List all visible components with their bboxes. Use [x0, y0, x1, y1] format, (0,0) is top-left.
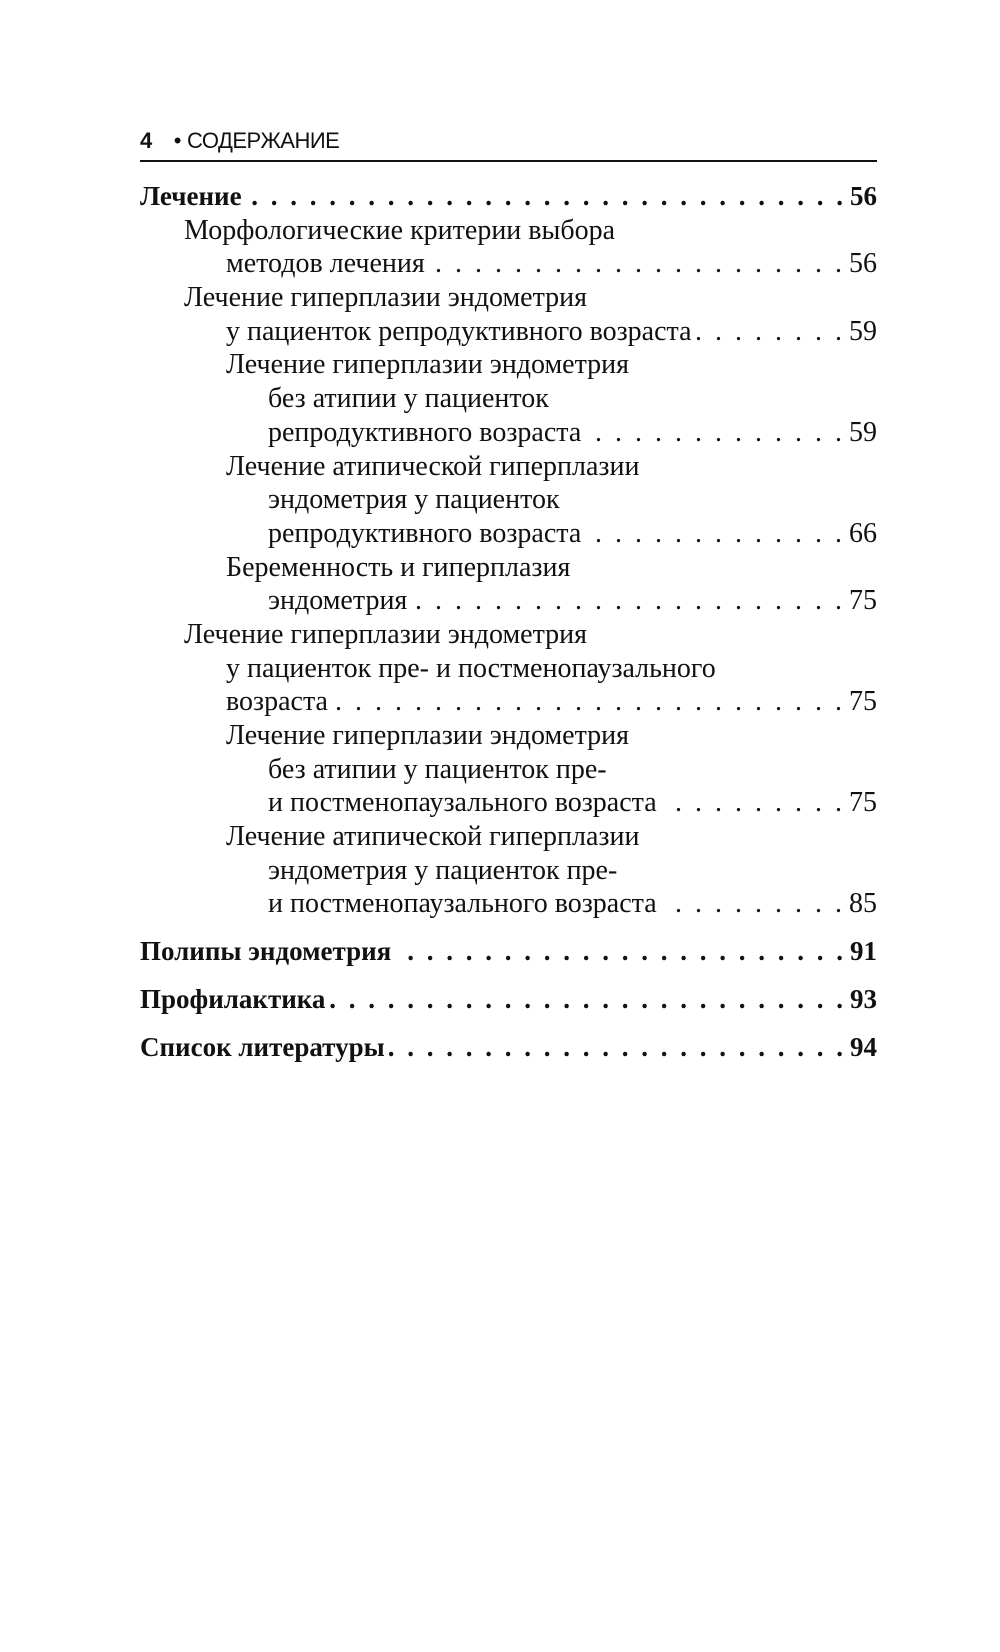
toc-line — [140, 214, 877, 248]
entry-title: без атипии у пациенток — [268, 383, 549, 415]
spacer — [140, 969, 877, 983]
entry-title: у пациенток репродуктивного возраста — [226, 315, 692, 347]
toc-line — [140, 517, 877, 551]
entry-page-number: 56 — [850, 181, 877, 211]
toc-line — [140, 820, 877, 854]
entry-title: Лечение атипической гиперплазии — [226, 821, 640, 853]
dot-leader — [429, 247, 845, 281]
entry-page-number: 75 — [849, 686, 877, 718]
entry-title: Лечение гиперплазии эндометрия — [226, 349, 630, 381]
dot-leader — [389, 1031, 846, 1065]
toc-line — [140, 685, 877, 719]
entry-page-number: 59 — [849, 315, 877, 347]
entry-title: эндометрия у пациенток пре- — [268, 854, 618, 886]
toc-line — [140, 551, 877, 585]
entry-title: эндометрия — [268, 585, 408, 617]
toc-line — [140, 382, 877, 416]
dot-leader — [696, 315, 845, 349]
toc-entry[interactable] — [140, 618, 877, 719]
entry-page-number: 75 — [849, 787, 877, 819]
toc-line — [140, 887, 877, 921]
toc-entry[interactable] — [140, 214, 877, 281]
toc-line — [140, 348, 877, 382]
entry-title: Лечение атипической гиперплазии — [226, 450, 640, 482]
entry-title: Лечение гиперплазии эндометрия — [184, 618, 588, 650]
entry-title: Полипы эндометрия — [140, 936, 392, 967]
table-of-contents — [140, 180, 877, 1064]
dot-leader — [411, 584, 845, 618]
running-header — [140, 128, 339, 154]
entry-title: Беременность и гиперплазия — [226, 551, 571, 583]
toc-line — [140, 315, 877, 349]
toc-entry[interactable] — [140, 180, 877, 214]
toc-entry[interactable] — [140, 983, 877, 1017]
header-rule — [140, 160, 877, 162]
entry-title: возраста — [226, 686, 328, 718]
entry-page-number: 75 — [849, 585, 877, 617]
toc-line — [140, 719, 877, 753]
dot-leader — [661, 786, 845, 820]
entry-title: репродуктивного возраста — [268, 517, 582, 549]
toc-line — [140, 652, 877, 686]
entry-title: Лечение гиперплазии эндометрия — [184, 282, 588, 314]
toc-line — [140, 281, 877, 315]
entry-page-number: 91 — [850, 936, 877, 967]
toc-line — [140, 483, 877, 517]
dot-leader — [329, 983, 846, 1017]
dot-leader — [585, 517, 845, 551]
toc-line — [140, 247, 877, 281]
dot-leader — [246, 180, 846, 214]
toc-line — [140, 935, 877, 969]
toc-entry[interactable] — [140, 348, 877, 449]
toc-entry[interactable] — [140, 719, 877, 820]
spacer — [140, 921, 877, 935]
toc-line — [140, 416, 877, 450]
dot-leader — [585, 416, 845, 450]
toc-entry[interactable] — [140, 450, 877, 551]
entry-page-number: 85 — [849, 888, 877, 920]
entry-title: и постменопаузального возраста — [268, 888, 657, 920]
toc-entry[interactable] — [140, 1031, 877, 1065]
entry-title: Профилактика — [140, 983, 326, 1014]
dot-leader — [332, 685, 845, 719]
dot-leader — [661, 887, 845, 921]
toc-line — [140, 983, 877, 1017]
toc-line — [140, 753, 877, 787]
toc-line — [140, 786, 877, 820]
entry-title: Лечение гиперплазии эндометрия — [226, 720, 630, 751]
entry-page-number: 59 — [849, 416, 877, 448]
toc-entry[interactable] — [140, 820, 877, 921]
entry-title: Лечение — [140, 181, 242, 211]
entry-title: эндометрия у пациенток — [268, 484, 560, 516]
entry-title: без атипии у пациенток пре- — [268, 753, 607, 785]
spacer — [140, 1017, 877, 1031]
toc-line — [140, 854, 877, 888]
toc-line — [140, 180, 877, 214]
toc-entry[interactable] — [140, 935, 877, 969]
entry-title: у пациенток пре- и постменопаузального — [226, 652, 716, 684]
page-number: 4 — [140, 128, 152, 153]
toc-line — [140, 450, 877, 484]
bullet-icon: • — [173, 128, 181, 153]
toc-line — [140, 1031, 877, 1065]
dot-leader — [395, 935, 846, 969]
entry-title: Список литературы — [140, 1031, 385, 1062]
toc-line — [140, 584, 877, 618]
toc-entry[interactable] — [140, 551, 877, 618]
entry-title: репродуктивного возраста — [268, 416, 582, 448]
entry-title: методов лечения — [226, 248, 425, 280]
entry-page-number: 94 — [850, 1031, 877, 1062]
toc-line — [140, 618, 877, 652]
entry-page-number: 93 — [850, 983, 877, 1014]
toc-entry[interactable] — [140, 281, 877, 348]
entry-title: Морфологические критерии выбора — [184, 214, 615, 246]
header-title: СОДЕРЖАНИЕ — [186, 128, 340, 153]
entry-page-number: 56 — [849, 248, 877, 280]
entry-title: и постменопаузального возраста — [268, 787, 657, 819]
entry-page-number: 66 — [849, 517, 877, 549]
